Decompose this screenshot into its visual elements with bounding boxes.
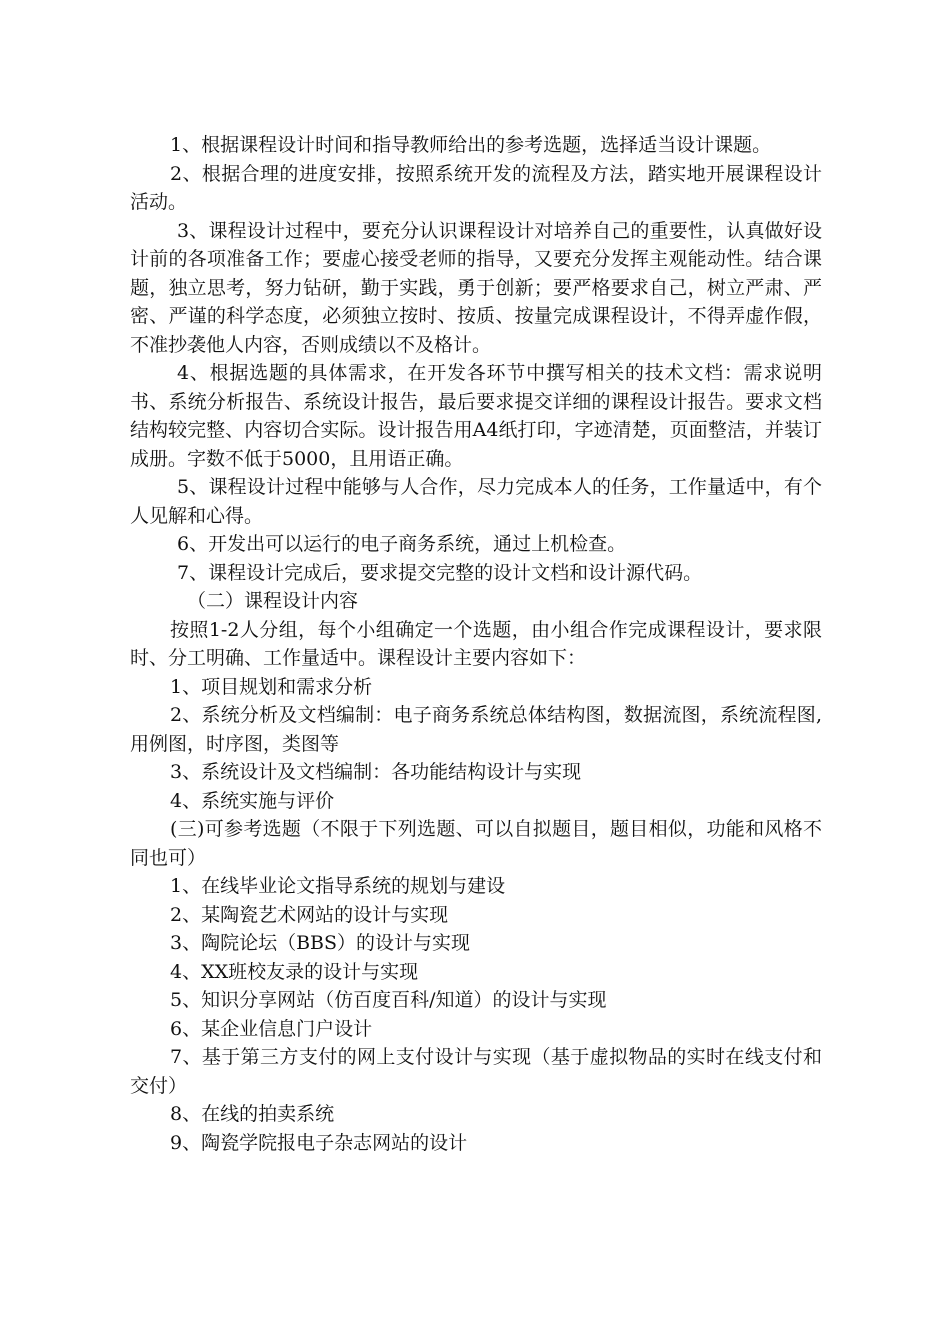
- requirement-item: 4、根据选题的具体需求，在开发各环节中撰写相关的技术文档：需求说明书、系统分析报告、系统设计报告，最后要求提交详细的课程设计报告。要求文档结构较完整、内容切合实际。设计报告用A4纸打印，字迹清楚，页面整洁，并装订成册。字数不低于5000，且用语正确。: [130, 362, 822, 470]
- requirement-item: 5、课程设计过程中能够与人合作，尽力完成本人的任务，工作量适中，有个人见解和心得。: [130, 476, 822, 527]
- section-intro: 按照1-2人分组，每个小组确定一个选题，由小组合作完成课程设计，要求限时、分工明确、工作量适中。课程设计主要内容如下：: [130, 618, 822, 669]
- topic-item: 9、陶瓷学院报电子杂志网站的设计: [170, 1131, 468, 1154]
- topic-item: 3、陶院论坛（BBS）的设计与实现: [170, 932, 471, 954]
- content-item: 4、系统实施与评价: [170, 789, 335, 812]
- topic-item: 5、知识分享网站（仿百度百科/知道）的设计与实现: [170, 989, 607, 1011]
- requirement-item: 2、根据合理的进度安排，按照系统开发的流程及方法，踏实地开展课程设计活动。: [130, 162, 822, 213]
- topic-item: 1、在线毕业论文指导系统的规划与建设: [170, 875, 506, 897]
- topic-item: 8、在线的拍卖系统: [170, 1103, 335, 1125]
- requirement-item: 7、课程设计完成后，要求提交完整的设计文档和设计源代码。: [177, 561, 703, 584]
- content-item: 3、系统设计及文档编制：各功能结构设计与实现: [170, 761, 582, 783]
- topic-item: 2、某陶瓷艺术网站的设计与实现: [170, 903, 449, 926]
- topic-item: 7、基于第三方支付的网上支付设计与实现（基于虚拟物品的实时在线支付和交付）: [130, 1046, 822, 1097]
- document-body: [130, 131, 822, 1157]
- content-item: 1、项目规划和需求分析: [170, 675, 373, 698]
- requirement-item: 1、根据课程设计时间和指导教师给出的参考选题，选择适当设计课题。: [170, 134, 772, 156]
- section-heading: （二）课程设计内容: [187, 590, 359, 612]
- requirement-item: 6、开发出可以运行的电子商务系统，通过上机检查。: [177, 533, 627, 555]
- topic-item: 4、XX班校友录的设计与实现: [170, 960, 419, 983]
- topic-item: 6、某企业信息门户设计: [170, 1017, 373, 1040]
- section-heading: (三)可参考选题（不限于下列选题、可以自拟题目，题目相似，功能和风格不同也可）: [130, 818, 822, 869]
- requirement-item: 3、课程设计过程中，要充分认识课程设计对培养自己的重要性，认真做好设计前的各项准备工作；要虚心接受老师的指导，又要充分发挥主观能动性。结合课题，独立思考，努力钻研，勤于实践，勇于创新；要严格要求自己，树立严肃、严密、严谨的科学态度，必须独立按时、按质、按量完成课程设计，不得弄虚作假，不准抄袭他人内容，否则成绩以不及格计。: [130, 219, 822, 356]
- content-item: 2、系统分析及文档编制：电子商务系统总体结构图，数据流图，系统流程图,用例图，时序图，类图等: [130, 704, 822, 755]
